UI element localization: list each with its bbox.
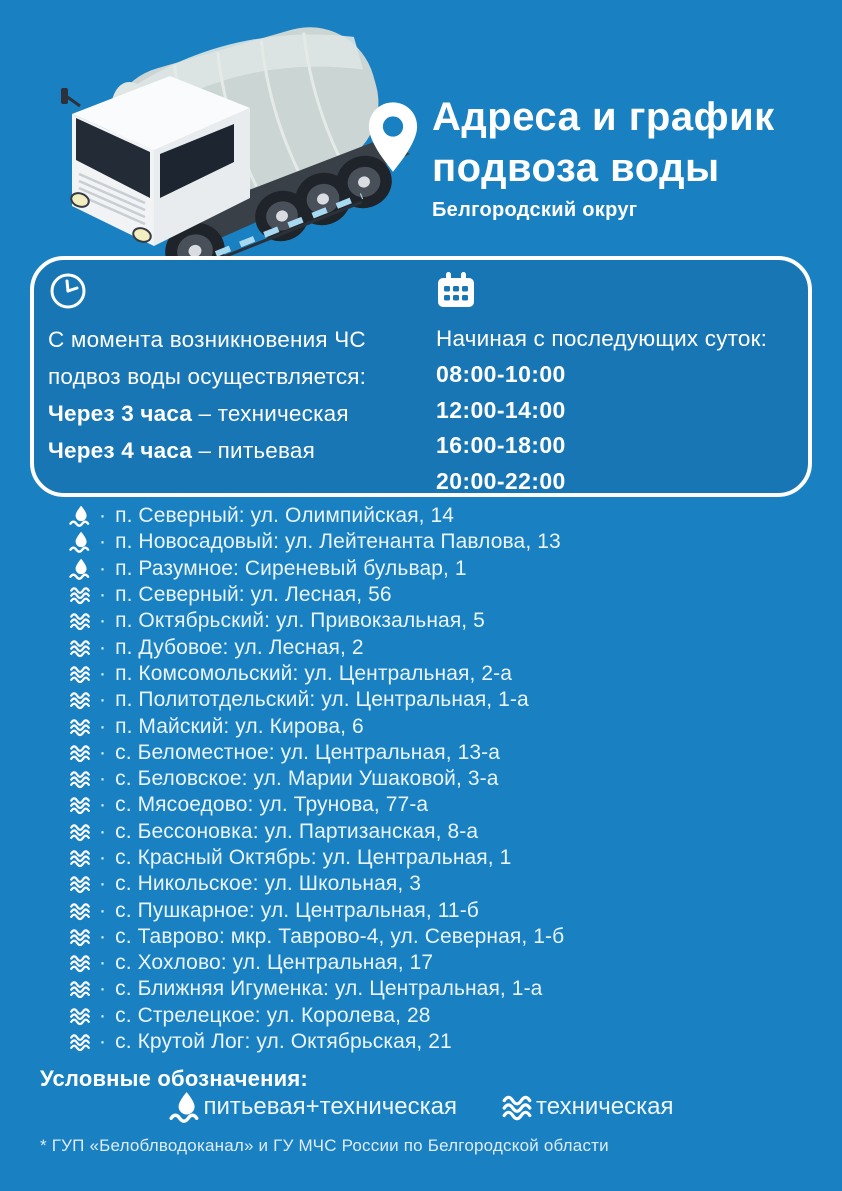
drinking-plus-technical-water-icon xyxy=(66,530,93,554)
address-text: с. Бессоновка: ул. Партизанская, 8-а xyxy=(115,819,479,843)
bullet-separator: · xyxy=(99,1030,107,1054)
legend-item-technical xyxy=(501,1091,673,1123)
bullet-separator: · xyxy=(99,740,107,764)
bullet-separator: · xyxy=(99,898,107,922)
address-text: п. Северный: ул. Лесная, 56 xyxy=(115,583,392,607)
calendar-icon xyxy=(436,270,476,310)
bullet-separator: · xyxy=(99,819,107,843)
delay-row-technical: Через 3 часа – техническая xyxy=(48,401,349,426)
legend-item-drinking xyxy=(169,1091,458,1123)
bullet-separator: · xyxy=(99,504,107,528)
emergency-intro-line2: подвоз воды осуществляется: xyxy=(48,364,367,389)
bullet-separator: · xyxy=(99,793,107,817)
address-row xyxy=(66,556,826,582)
footnote: * ГУП «Белоблводоканал» и ГУ МЧС России по Белгородской области xyxy=(40,1136,609,1155)
address-row xyxy=(66,819,826,845)
time-slot: 16:00-18:00 xyxy=(436,432,566,458)
address-row xyxy=(66,792,826,818)
schedule-card-right xyxy=(434,269,790,494)
location-pin-icon xyxy=(366,100,420,182)
schedule-card xyxy=(30,256,812,497)
legend-row xyxy=(0,1091,842,1123)
legend-title: Условные обозначения: xyxy=(40,1066,308,1091)
bullet-separator: · xyxy=(99,846,107,869)
bullet-separator: · xyxy=(99,977,107,1001)
page-subtitle: Белгородский округ xyxy=(432,199,638,221)
address-row xyxy=(66,845,826,871)
drinking-plus-technical-water-icon xyxy=(66,557,93,581)
address-list xyxy=(66,503,826,1055)
page-title-line1: Адреса и график xyxy=(432,95,775,139)
time-slot: 20:00-22:00 xyxy=(436,467,566,494)
emergency-intro-line1: С момента возникновения ЧС xyxy=(48,327,366,352)
address-text: с. Стрелецкое: ул. Королева, 28 xyxy=(115,1003,431,1027)
address-row xyxy=(66,950,826,976)
technical-water-icon xyxy=(66,899,93,923)
technical-water-icon xyxy=(66,583,93,607)
address-text: с. Беловское: ул. Марии Ушаковой, 3-а xyxy=(115,767,499,791)
technical-water-icon xyxy=(66,951,93,975)
schedule-heading: Начиная с последующих суток: xyxy=(436,326,768,351)
address-text: с. Таврово: мкр. Таврово-4, ул. Северная, 1-б xyxy=(115,924,565,948)
address-row xyxy=(66,871,826,897)
address-text: с. Беломестное: ул. Центральная, 13-а xyxy=(115,740,501,764)
address-text: п. Северный: ул. Олимпийская, 14 xyxy=(115,504,455,528)
bullet-separator: · xyxy=(99,609,107,633)
bullet-separator: · xyxy=(99,635,107,659)
address-text: п. Майский: ул. Кирова, 6 xyxy=(115,714,364,738)
technical-water-icon xyxy=(501,1091,533,1123)
legend-label: питьевая+техническая xyxy=(203,1093,458,1120)
address-row xyxy=(66,661,826,687)
technical-water-icon xyxy=(66,846,93,870)
address-row xyxy=(66,1003,826,1029)
address-row xyxy=(66,1029,826,1055)
technical-water-icon xyxy=(66,820,93,844)
address-row xyxy=(66,713,826,739)
address-row xyxy=(66,634,826,660)
address-text: п. Политотдельский: ул. Центральная, 1-а xyxy=(115,688,529,712)
bullet-separator: · xyxy=(99,661,107,685)
clock-icon xyxy=(48,271,88,311)
technical-water-icon xyxy=(66,662,93,686)
time-slot: 12:00-14:00 xyxy=(436,396,566,423)
address-text: п. Октябрьский: ул. Привокзальная, 5 xyxy=(115,609,485,633)
address-text: п. Разумное: Сиреневый бульвар, 1 xyxy=(115,556,467,580)
technical-water-icon xyxy=(66,715,93,739)
page-title-line2: подвоза воды xyxy=(432,146,720,190)
address-row xyxy=(66,976,826,1002)
bullet-separator: · xyxy=(99,556,107,580)
address-text: с. Пушкарное: ул. Центральная, 11-б xyxy=(115,898,479,922)
technical-water-icon xyxy=(66,636,93,660)
address-text: п. Дубовое: ул. Лесная, 2 xyxy=(115,635,364,659)
technical-water-icon xyxy=(66,1004,93,1028)
technical-water-icon xyxy=(66,688,93,712)
address-text: п. Новосадовый: ул. Лейтенанта Павлова, 13 xyxy=(115,530,561,554)
address-text: с. Крутой Лог: ул. Октябрьская, 21 xyxy=(115,1030,452,1054)
schedule-card-left xyxy=(48,269,434,483)
address-row xyxy=(66,687,826,713)
address-text: с. Никольское: ул. Школьная, 3 xyxy=(115,872,421,896)
address-text: с. Хохлово: ул. Центральная, 17 xyxy=(115,951,434,975)
address-row xyxy=(66,897,826,923)
address-row xyxy=(66,766,826,792)
technical-water-icon xyxy=(66,872,93,896)
address-row xyxy=(66,608,826,634)
bullet-separator: · xyxy=(99,951,107,975)
technical-water-icon xyxy=(66,977,93,1001)
bullet-separator: · xyxy=(99,872,107,896)
address-text: с. Красный Октябрь: ул. Центральная, 1 xyxy=(115,846,512,869)
address-text: с. Ближняя Игуменка: ул. Центральная, 1-а xyxy=(115,977,543,1001)
technical-water-icon xyxy=(66,767,93,791)
bullet-separator: · xyxy=(99,583,107,607)
technical-water-icon xyxy=(66,609,93,633)
bullet-separator: · xyxy=(99,767,107,791)
technical-water-icon xyxy=(66,925,93,949)
address-row xyxy=(66,529,826,555)
bullet-separator: · xyxy=(99,714,107,738)
time-slot: 08:00-10:00 xyxy=(436,361,566,387)
bullet-separator: · xyxy=(99,688,107,712)
delay-row-drinking: Через 4 часа – питьевая xyxy=(48,438,315,463)
address-text: п. Комсомольский: ул. Центральная, 2-а xyxy=(115,661,512,685)
address-section xyxy=(66,503,826,1055)
legend-label: техническая xyxy=(536,1093,674,1120)
technical-water-icon xyxy=(66,1030,93,1054)
bullet-separator: · xyxy=(99,530,107,554)
address-row xyxy=(66,503,826,529)
bullet-separator: · xyxy=(99,1003,107,1027)
technical-water-icon xyxy=(66,793,93,817)
drinking-plus-technical-water-icon xyxy=(66,504,93,528)
address-text: с. Мясоедово: ул. Трунова, 77-а xyxy=(115,793,429,817)
address-row xyxy=(66,924,826,950)
drinking-plus-technical-water-icon xyxy=(169,1091,201,1123)
technical-water-icon xyxy=(66,741,93,765)
address-row xyxy=(66,582,826,608)
bullet-separator: · xyxy=(99,924,107,948)
address-row xyxy=(66,740,826,766)
